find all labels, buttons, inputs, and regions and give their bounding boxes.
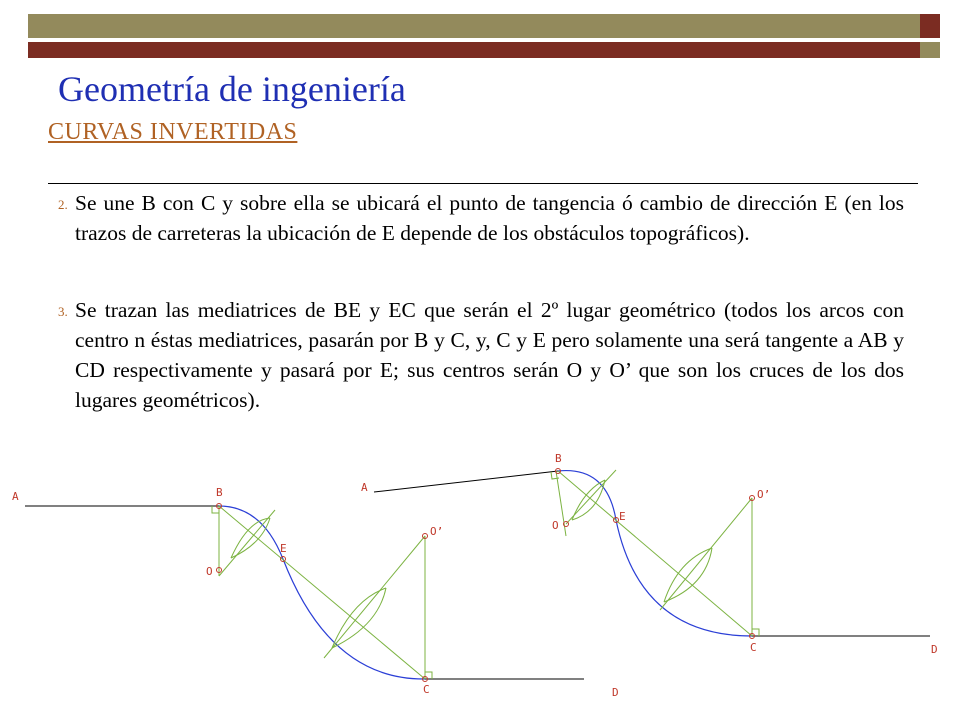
list-item [58, 188, 904, 248]
radius-o2 [324, 536, 425, 658]
header-corner-block [920, 14, 940, 58]
figure-right [361, 452, 938, 656]
right-angle-c [752, 629, 759, 636]
label-d: D [612, 686, 619, 699]
header-band-olive [28, 14, 920, 38]
radius-o [219, 510, 275, 576]
label-b: B [216, 486, 223, 499]
radius-o2 [660, 498, 752, 610]
right-angle-b [212, 506, 219, 513]
label-e: E [619, 510, 626, 523]
label-o: O [552, 519, 559, 532]
label-o: O [206, 565, 213, 578]
list-number: 3. [58, 304, 68, 319]
line-ab [374, 471, 558, 492]
list-item [58, 295, 904, 415]
bisector-arc [231, 518, 270, 558]
divider-line [48, 183, 918, 184]
label-e: E [280, 542, 287, 555]
list-text: Se trazan las mediatrices de BE y EC que serán el 2º lugar geométrico (todos los arcos con centro n éstas mediatrices, pasarán por B y C, y, C y E pero solamente una será tangente a AB y CD respectivamente y pasará por E; sus centros serán O y O’ que son los cruces de los dos lugares geométricos). [75, 298, 904, 412]
corner-olive [920, 42, 940, 58]
slide-title: Geometría de ingeniería [58, 69, 406, 109]
label-c: C [750, 641, 757, 654]
slide-subtitle-link[interactable]: CURVAS INVERTIDAS [48, 119, 298, 145]
label-a: A [361, 481, 368, 494]
list-number: 2. [58, 197, 68, 212]
label-c: C [423, 683, 430, 696]
header-band [28, 14, 920, 58]
corner-maroon [920, 14, 940, 38]
label-o2: O’ [757, 488, 771, 501]
line-bc [219, 506, 425, 679]
figure-left [12, 486, 619, 699]
list-text: Se une B con C y sobre ella se ubicará el punto de tangencia ó cambio de dirección E (en los trazos de carreteras la ubicación de E depende de los obstáculos topográficos). [75, 191, 904, 245]
label-o2: O’ [430, 525, 444, 538]
right-angle-c [425, 672, 432, 679]
label-b: B [555, 452, 562, 465]
construction-figures [0, 440, 960, 720]
label-a: A [12, 490, 19, 503]
line-bc [558, 471, 752, 636]
label-d: D [931, 643, 938, 656]
bisector-arc [231, 518, 270, 558]
header-band-maroon [28, 42, 920, 58]
